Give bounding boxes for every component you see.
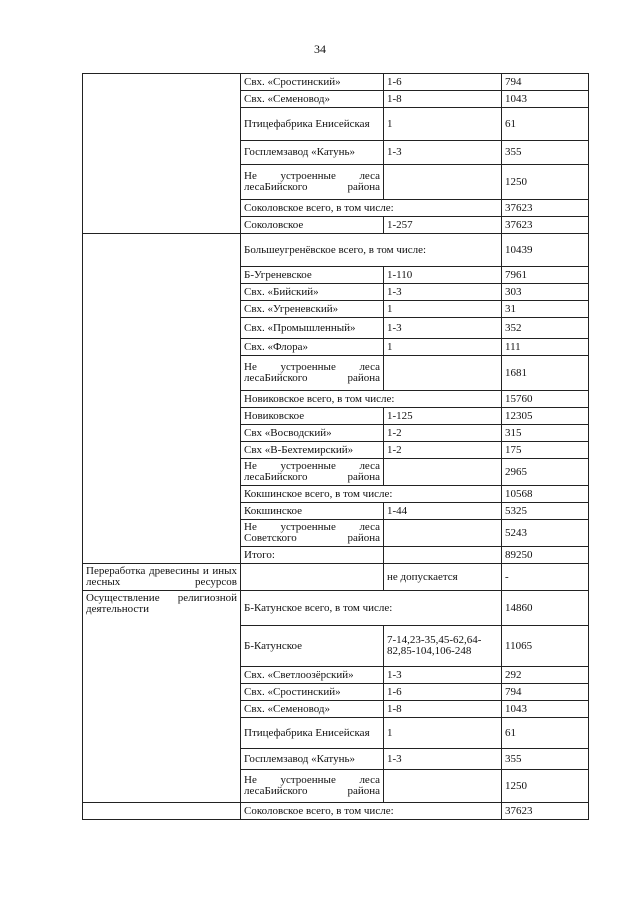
forestry-name-cell: Свх. «Сростинский» <box>241 74 384 91</box>
area-cell: 292 <box>502 667 589 684</box>
quarters-cell: 1-44 <box>384 503 502 520</box>
area-cell: 15760 <box>502 391 589 408</box>
table-row <box>83 74 589 91</box>
activity-cell <box>83 803 241 820</box>
forestry-name-cell: Не устроенные леса лесаБийского района <box>241 459 384 486</box>
quarters-cell <box>384 356 502 391</box>
area-cell: 37623 <box>502 200 589 217</box>
area-cell: 11065 <box>502 626 589 667</box>
forestry-name-cell: Птицефабрика Енисейская <box>241 718 384 749</box>
activity-cell: Осуществление религиозной деятельности <box>83 591 241 803</box>
forestry-name-cell: Свх. «Сростинский» <box>241 684 384 701</box>
area-cell: 175 <box>502 442 589 459</box>
area-cell: 37623 <box>502 217 589 234</box>
forestry-name-cell: Госплемзавод «Катунь» <box>241 141 384 165</box>
area-cell: 315 <box>502 425 589 442</box>
quarters-cell <box>384 165 502 200</box>
forestry-name-cell: Б-Катунское <box>241 626 384 667</box>
quarters-cell: 1-257 <box>384 217 502 234</box>
area-cell: 10439 <box>502 234 589 267</box>
quarters-cell: 1-6 <box>384 74 502 91</box>
forestry-name-cell: Соколовское всего, в том числе: <box>241 200 502 217</box>
quarters-cell: 1-8 <box>384 701 502 718</box>
area-cell: 1043 <box>502 701 589 718</box>
area-cell: 61 <box>502 108 589 141</box>
area-cell: 14860 <box>502 591 589 626</box>
table-row <box>83 591 589 626</box>
forestry-name-cell: Птицефабрика Енисейская <box>241 108 384 141</box>
forestry-name-cell: Свх. «Семеновод» <box>241 701 384 718</box>
area-cell: 2965 <box>502 459 589 486</box>
forestry-name-cell: Большеугренёвское всего, в том числе: <box>241 234 502 267</box>
quarters-cell: 1-3 <box>384 667 502 684</box>
quarters-cell: 1-2 <box>384 442 502 459</box>
quarters-cell: 1-8 <box>384 91 502 108</box>
quarters-cell: 1-125 <box>384 408 502 425</box>
area-cell: 5325 <box>502 503 589 520</box>
activity-cell <box>83 234 241 564</box>
area-cell: 355 <box>502 749 589 770</box>
forestry-name-cell: Не устроенные леса Советского района <box>241 520 384 547</box>
forestry-name-cell: Новиковское <box>241 408 384 425</box>
quarters-cell <box>384 547 502 564</box>
quarters-cell: 1-2 <box>384 425 502 442</box>
forestry-name-cell: Б-Угреневское <box>241 267 384 284</box>
area-cell: 1681 <box>502 356 589 391</box>
forest-use-table <box>82 73 589 820</box>
quarters-cell: 1-3 <box>384 318 502 339</box>
quarters-cell: 1-6 <box>384 684 502 701</box>
area-cell: 352 <box>502 318 589 339</box>
area-cell: 12305 <box>502 408 589 425</box>
quarters-cell: 1 <box>384 108 502 141</box>
area-cell: 5243 <box>502 520 589 547</box>
forestry-name-cell: Свх. «Семеновод» <box>241 91 384 108</box>
forestry-name-cell: Кокшинское всего, в том числе: <box>241 486 502 503</box>
area-cell: 1043 <box>502 91 589 108</box>
quarters-cell: 1 <box>384 718 502 749</box>
forestry-name-cell <box>241 564 384 591</box>
quarters-cell: 7-14,23-35,45-62,64-82,85-104,106-248 <box>384 626 502 667</box>
forestry-name-cell: Госплемзавод «Катунь» <box>241 749 384 770</box>
area-cell: 1250 <box>502 165 589 200</box>
quarters-cell <box>384 770 502 803</box>
area-cell: 10568 <box>502 486 589 503</box>
forestry-name-cell: Свх «Восводский» <box>241 425 384 442</box>
quarters-cell <box>384 520 502 547</box>
area-cell: 355 <box>502 141 589 165</box>
quarters-cell: 1-3 <box>384 141 502 165</box>
activity-cell <box>83 74 241 234</box>
table-row <box>83 803 589 820</box>
area-cell: 794 <box>502 684 589 701</box>
forestry-name-cell: Б-Катунское всего, в том числе: <box>241 591 502 626</box>
forestry-name-cell: Свх. «Бийский» <box>241 284 384 301</box>
forestry-name-cell: Соколовское <box>241 217 384 234</box>
forestry-name-cell: Свх. «Флора» <box>241 339 384 356</box>
area-cell: - <box>502 564 589 591</box>
area-cell: 37623 <box>502 803 589 820</box>
quarters-cell: 1-3 <box>384 749 502 770</box>
forestry-name-cell: Не устроенные леса лесаБийского района <box>241 356 384 391</box>
table-row <box>83 234 589 267</box>
forestry-name-cell: Свх. «Угреневский» <box>241 301 384 318</box>
area-cell: 89250 <box>502 547 589 564</box>
forestry-name-cell: Свх. «Светлоозёрский» <box>241 667 384 684</box>
quarters-cell: 1-3 <box>384 284 502 301</box>
quarters-cell <box>384 459 502 486</box>
area-cell: 111 <box>502 339 589 356</box>
forestry-name-cell: Новиковское всего, в том числе: <box>241 391 502 408</box>
quarters-cell: 1 <box>384 301 502 318</box>
quarters-cell: 1-110 <box>384 267 502 284</box>
forestry-name-cell: Не устроенные леса лесаБийского района <box>241 165 384 200</box>
forestry-name-cell: Свх «В-Бехтемирский» <box>241 442 384 459</box>
area-cell: 31 <box>502 301 589 318</box>
page-number: 34 <box>314 42 326 56</box>
forestry-name-cell: Свх. «Промышленный» <box>241 318 384 339</box>
forestry-name-cell: Кокшинское <box>241 503 384 520</box>
quarters-cell: не допускается <box>384 564 502 591</box>
activity-cell: Переработка древесины и иных лесных ресурсов <box>83 564 241 591</box>
area-cell: 303 <box>502 284 589 301</box>
forestry-name-cell: Не устроенные леса лесаБийского района <box>241 770 384 803</box>
area-cell: 1250 <box>502 770 589 803</box>
forestry-name-cell: Соколовское всего, в том числе: <box>241 803 502 820</box>
quarters-cell: 1 <box>384 339 502 356</box>
area-cell: 794 <box>502 74 589 91</box>
forestry-name-cell: Итого: <box>241 547 384 564</box>
area-cell: 61 <box>502 718 589 749</box>
table-row <box>83 564 589 591</box>
area-cell: 7961 <box>502 267 589 284</box>
